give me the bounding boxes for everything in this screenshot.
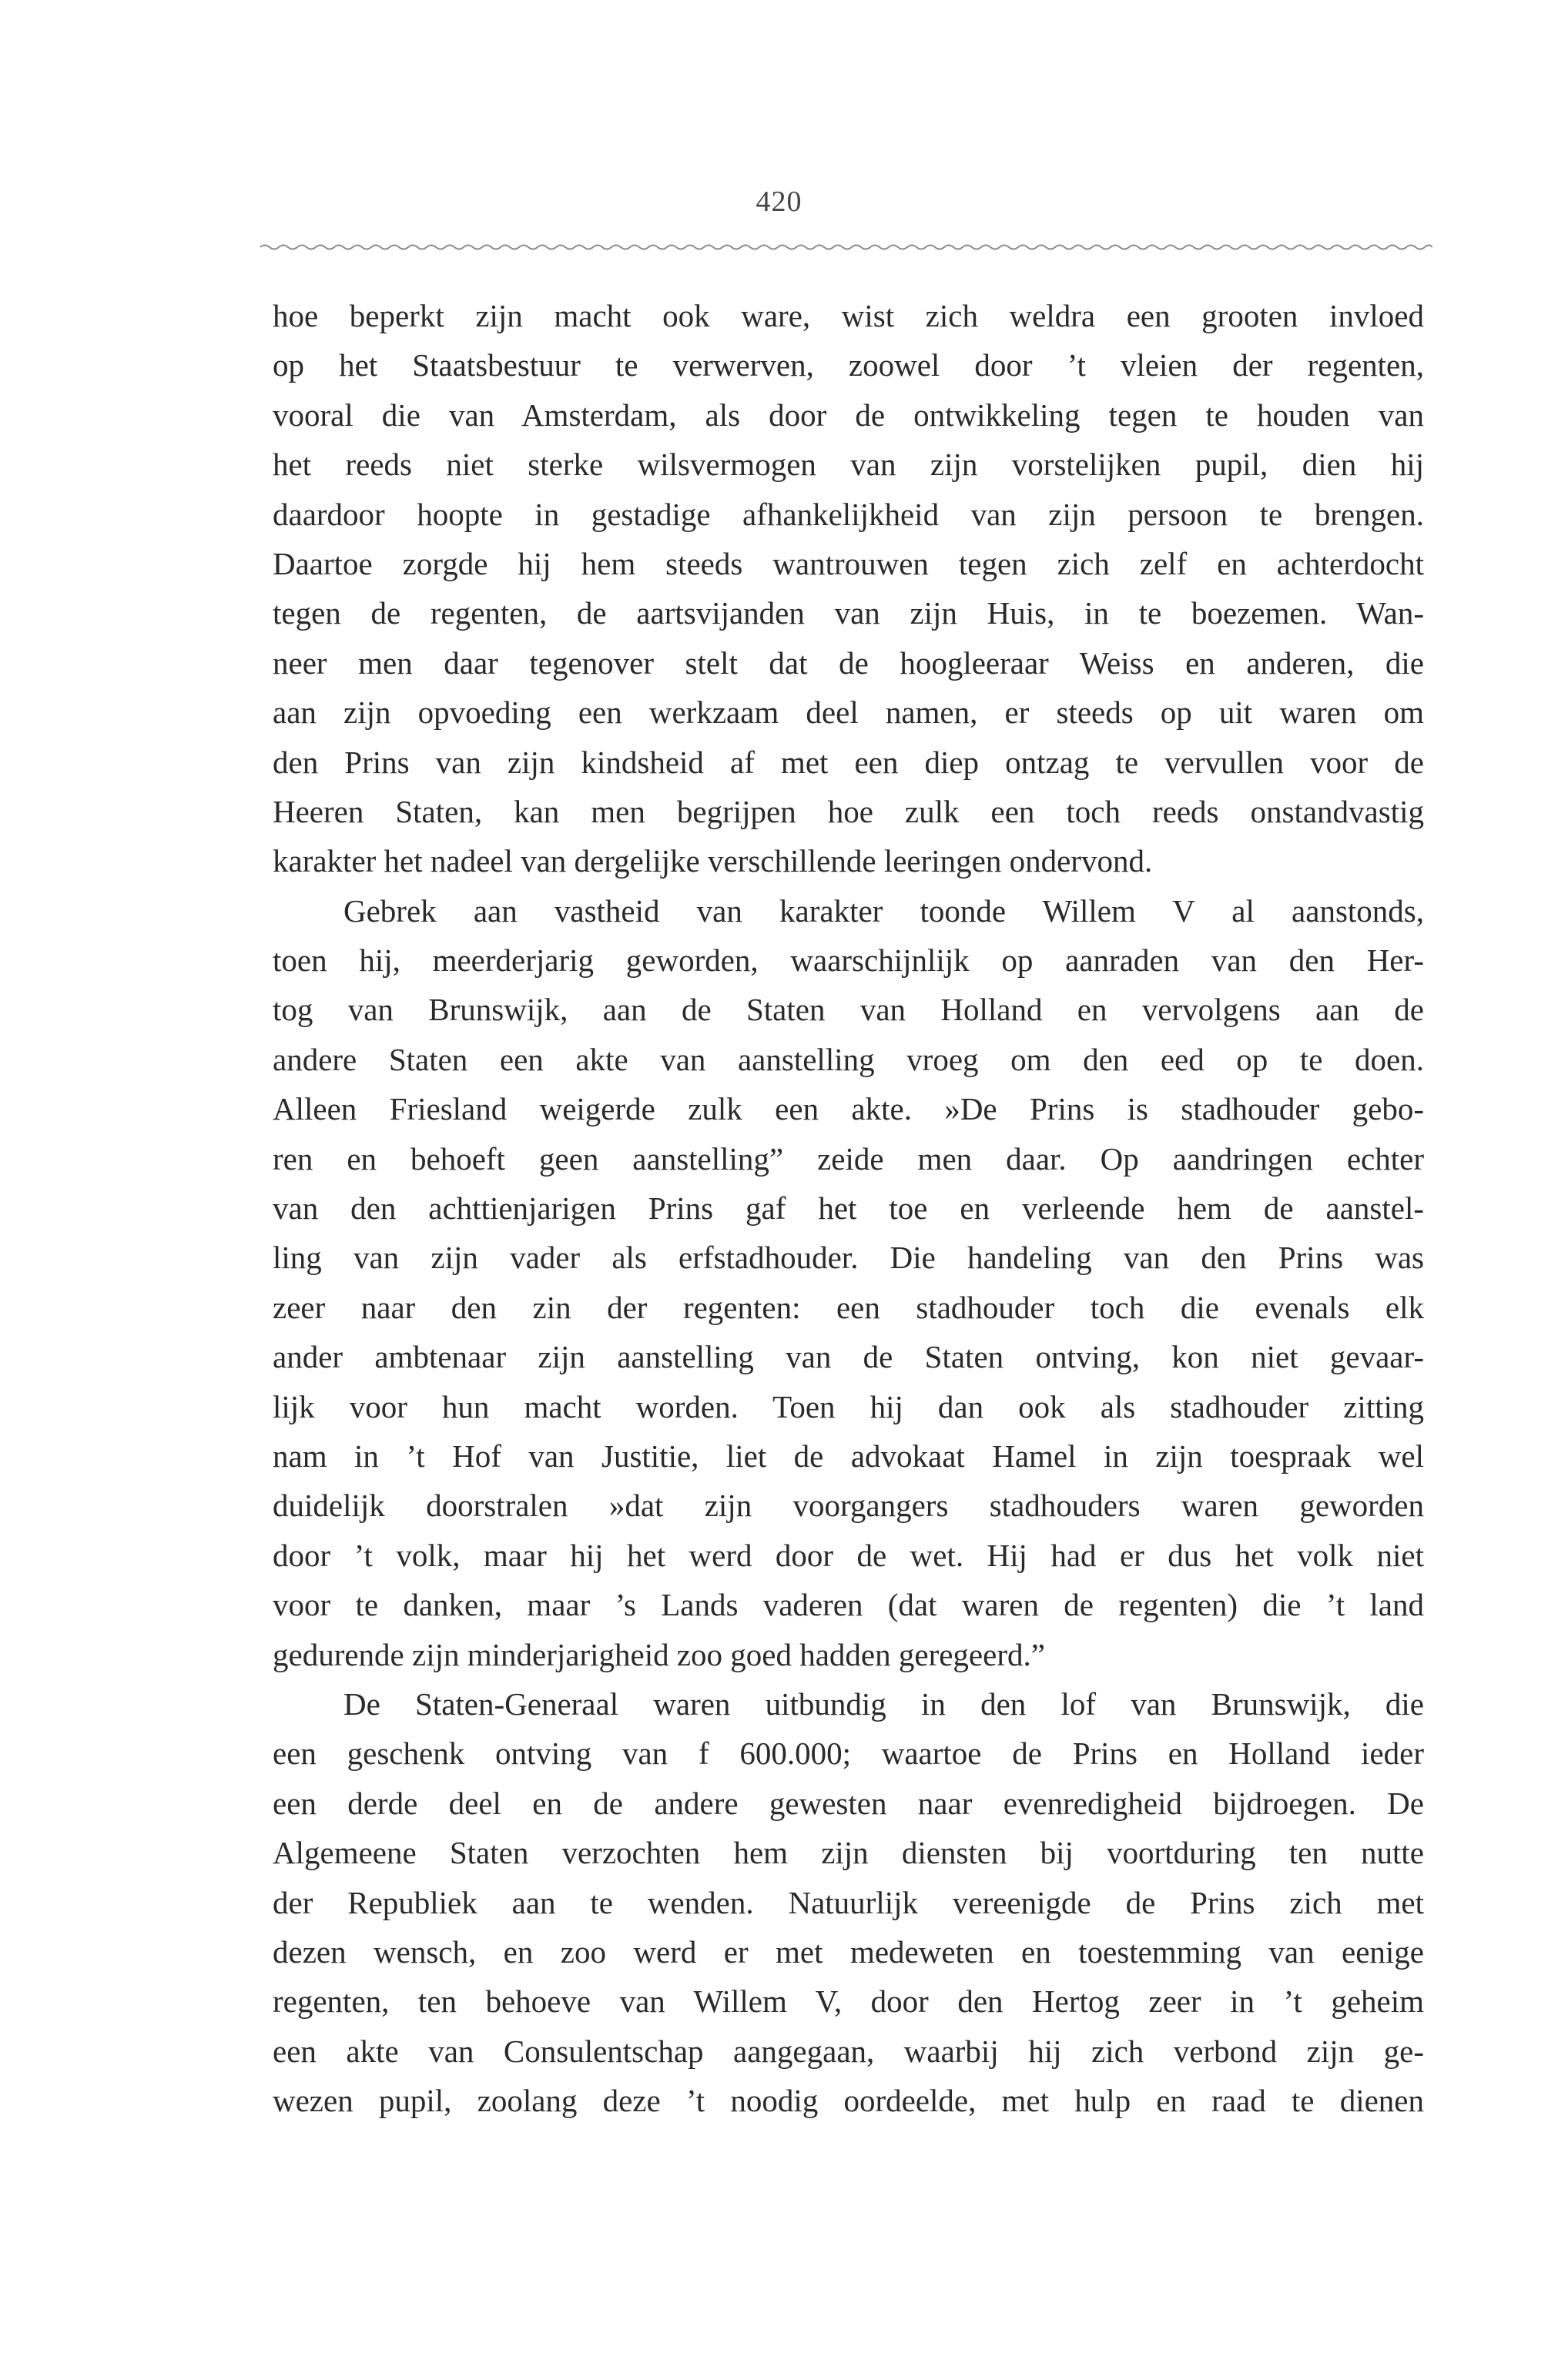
- text-line: ling van zijn vader als erfstadhouder. Die handeling van den Prins was: [273, 1240, 1424, 1276]
- text-line: aan zijn opvoeding een werkzaam deel namen, er steeds op uit waren om: [273, 695, 1424, 731]
- text-line: Alleen Friesland weigerde zulk een akte. »De Prins is stadhouder gebo-: [273, 1091, 1424, 1127]
- text-line: een derde deel en de andere gewesten naar evenredigheid bijdroegen. De: [273, 1785, 1424, 1821]
- text-line: De Staten-Generaal waren uitbundig in den lof van Brunswijk, die: [343, 1685, 1424, 1722]
- text-line: dezen wensch, en zoo werd er met medeweten en toestemming van eenige: [273, 1933, 1424, 1970]
- text-line: duidelijk doorstralen »dat zijn voorgangers stadhouders waren geworden: [273, 1488, 1424, 1524]
- text-line: daardoor hoopte in gestadige afhankelijkheid van zijn persoon te brengen.: [273, 496, 1424, 532]
- text-line: Heeren Staten, kan men begrijpen hoe zulk een toch reeds onstandvastig: [273, 793, 1424, 829]
- text-line: voor te danken, maar ’s Lands vaderen (dat waren de regenten) die ’t land: [273, 1587, 1424, 1623]
- text-line: vooral die van Amsterdam, als door de ontwikkeling tegen te houden van: [273, 397, 1424, 433]
- text-line: nam in ’t Hof van Justitie, liet de advokaat Hamel in zijn toespraak wel: [273, 1438, 1424, 1474]
- text-line: den Prins van zijn kindsheid af met een diep ontzag te vervullen voor de: [273, 744, 1424, 780]
- text-line: Gebrek aan vastheid van karakter toonde Willem V al aanstonds,: [343, 892, 1424, 929]
- text-line: ren en behoeft geen aanstelling” zeide men daar. Op aandringen echter: [273, 1140, 1424, 1177]
- text-line: hoe beperkt zijn macht ook ware, wist zich weldra een grooten invloed: [273, 298, 1424, 333]
- page-number: 420: [756, 186, 802, 218]
- text-line: andere Staten een akte van aanstelling vroeg om den eed op te doen.: [273, 1041, 1424, 1077]
- paragraph: [273, 886, 1424, 1679]
- text-line: gedurende zijn minderjarigheid zoo goed hadden geregeerd.”: [273, 1636, 1045, 1672]
- text-line: een geschenk ontving van f 600.000; waartoe de Prins en Holland ieder: [273, 1736, 1424, 1772]
- text-line: regenten, ten behoeve van Willem V, door den Hertog zeer in ’t geheim: [273, 1983, 1424, 2020]
- body-text: [273, 291, 1424, 2125]
- text-line: karakter het nadeel van dergelijke verschillende leeringen ondervond.: [273, 843, 1153, 879]
- text-line: wezen pupil, zoolang deze ’t noodig oordeelde, met hulp en raad te dienen: [273, 2083, 1424, 2119]
- text-line: Algemeene Staten verzochten hem zijn diensten bij voortduring ten nutte: [273, 1835, 1424, 1871]
- paragraph: [273, 1679, 1424, 2126]
- text-line: tegen de regenten, de aartsvijanden van zijn Huis, in te boezemen. Wan-: [273, 595, 1424, 631]
- text-line: der Republiek aan te wenden. Natuurlijk vereenigde de Prins zich met: [273, 1884, 1424, 1920]
- text-line: lijk voor hun macht worden. Toen hij dan ook als stadhouder zitting: [273, 1388, 1424, 1424]
- text-line: van den achttienjarigen Prins gaf het toe en verleende hem de aanstel-: [273, 1190, 1424, 1227]
- text-line: een akte van Consulentschap aangegaan, waarbij hij zich verbond zijn ge-: [273, 2033, 1424, 2069]
- text-line: neer men daar tegenover stelt dat de hoogleeraar Weiss en anderen, die: [273, 644, 1424, 681]
- text-line: op het Staatsbestuur te verwerven, zoowel door ’t vleien der regenten,: [273, 347, 1424, 383]
- text-line: ander ambtenaar zijn aanstelling van de Staten ontving, kon niet gevaar-: [273, 1339, 1424, 1375]
- text-line: het reeds niet sterke wilsvermogen van zijn vorstelijken pupil, dien hij: [273, 447, 1424, 483]
- text-line: zeer naar den zin der regenten: een stadhouder toch die evenals elk: [273, 1289, 1424, 1325]
- paragraph: [273, 291, 1424, 886]
- text-line: Daartoe zorgde hij hem steeds wantrouwen tegen zich zelf en achterdocht: [273, 545, 1424, 581]
- text-line: door ’t volk, maar hij het werd door de wet. Hij had er dus het volk niet: [273, 1537, 1424, 1573]
- text-line: toen hij, meerderjarig geworden, waarschijnlijk op aanraden van den Her-: [273, 942, 1424, 979]
- text-line: tog van Brunswijk, aan de Staten van Holland en vervolgens aan de: [273, 992, 1424, 1028]
- header-rule: [260, 240, 1432, 254]
